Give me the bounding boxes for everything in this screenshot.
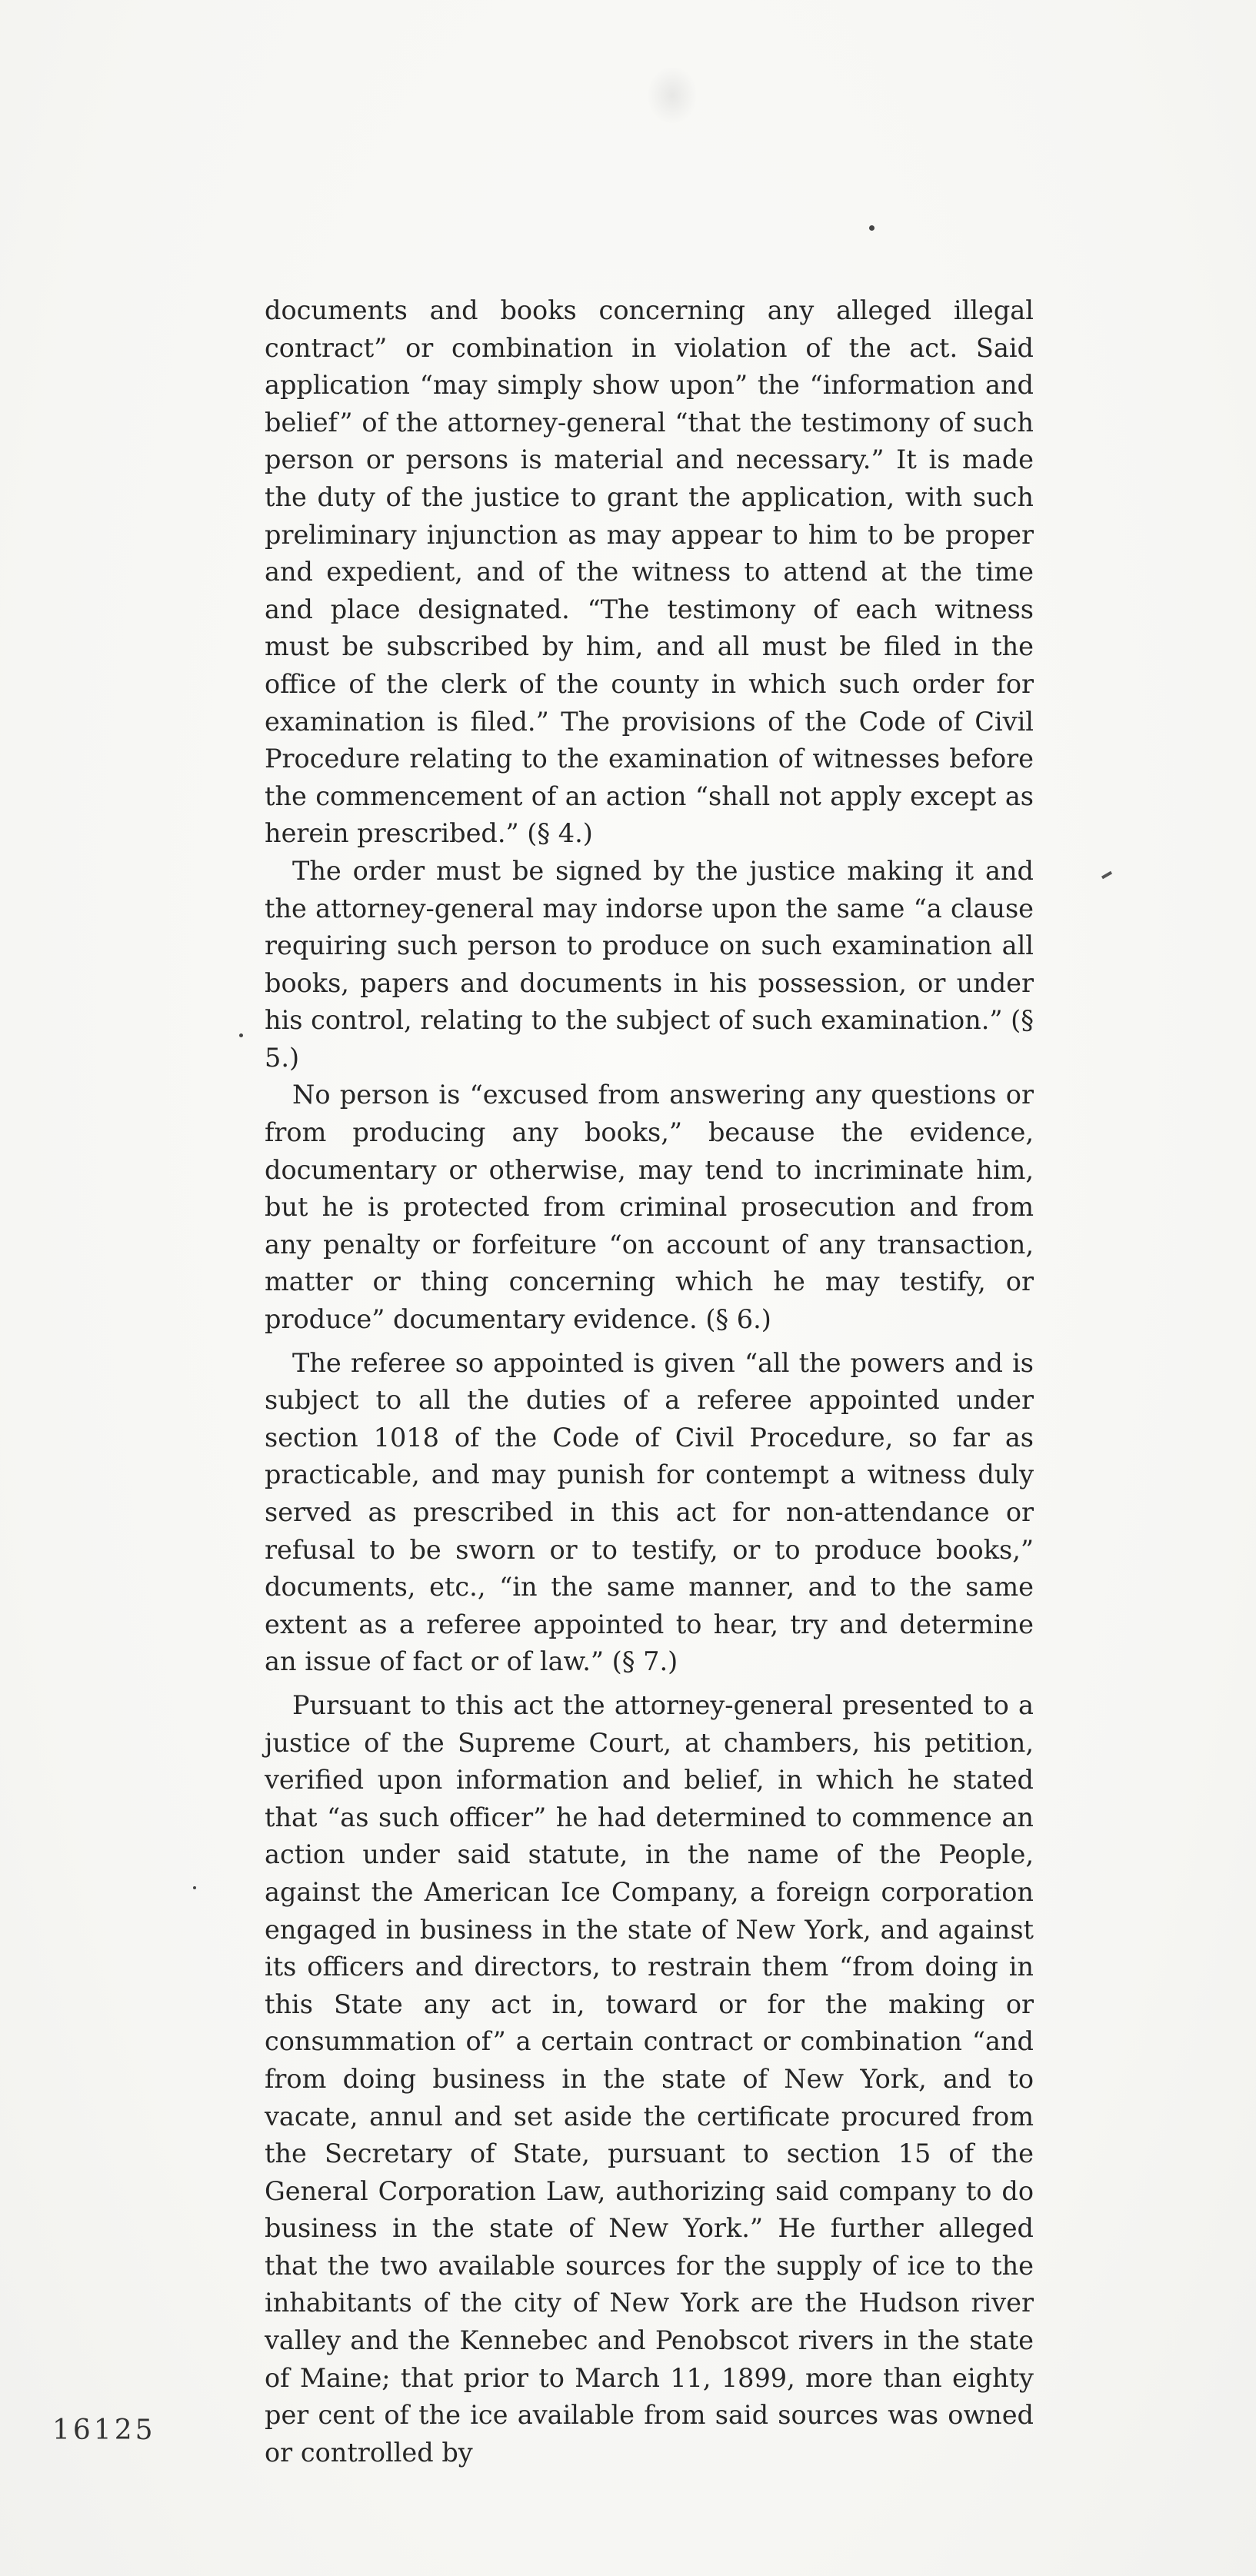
ink-speck	[193, 1886, 196, 1889]
paragraph-4: The referee so appointed is given “all the powers and is subject to all the duties of a referee appointed under section 1018 of the Code of Civil Procedure, so far as practicable, and may punish for contempt a witness duly served as prescribed in this act for non-attendance or refusal to be sworn or to testify, or to produce books,” documents, etc., “in the same manner, and to the same extent as a referee appointed to hear, try and determine an issue of fact or of law.” (§ 7.)	[265, 1347, 1034, 1677]
paragraph-5: Pursuant to this act the attorney-general presented to a justice of the Supreme Court, at chambers, his petition, verified upon information and belief, in which he stated that “as such officer” he had determined to commence an action under said statute, in the name of the People, against the American Ice Company, a foreign corporation engaged in business in the state of New York, and against its officers and directors, to restrain them “from doing in this State any act in, toward or for the making or consummation of” a certain contract or combination “and from doing business in the state of New York, and to vacate, annul and set aside the certificate procured from the Secretary of State, pursuant to section 15 of the General Corporation Law, authorizing said company to do business in the state of New York.” He further alleged that the two available sources for the supply of ice to the inhabitants of the city of New York are the Hudson river valley and the Kennebec and Penobscot rivers in the state of Maine; that prior to March 11, 1899, more than eighty per cent of the ice available from said sources was owned or controlled by	[265, 1689, 1034, 2468]
ink-speck	[869, 225, 875, 231]
paragraph-3: No person is “excused from answering any questions or from producing any books,” because the evidence, documentary or otherwise, may tend to incriminate him, but he is protected from criminal prosecution and from any penalty or forfeiture “on account of any transaction, matter or thing concerning which he may testify, or produce” documentary evidence. (§ 6.)	[265, 1080, 1034, 1335]
ink-speck	[239, 1033, 243, 1037]
paragraph-2: The order must be signed by the justice making it and the attorney-general may indorse upon the same “a clause requiring such person to produce on such examination all books, papers and documents in his possession, or under his control, relating to the subject of such examination.” (§ 5.)	[265, 855, 1034, 1073]
paragraph-1: documents and books concerning any alleged illegal contract” or combination in violation of the act. Said application “may simply show upon” the “information and belief” of the attorney-general “that the testimony of such person or persons is material and necessary.” It is made the duty of the justice to grant the application, with such preliminary injunction as may appear to him to be proper and expedient, and of the witness to attend at the time and place designated. “The testimony of each witness must be subscribed by him, and all must be filed in the office of the clerk of the county in which such order for examination is filed.” The provisions of the Code of Civil Procedure relating to the examination of witnesses before the commencement of an action “shall not apply except as herein prescribed.” (§ 4.)	[265, 295, 1034, 849]
paper-smudge	[648, 68, 696, 123]
document-body	[265, 292, 1034, 2471]
page-number: 16125	[52, 2415, 156, 2446]
